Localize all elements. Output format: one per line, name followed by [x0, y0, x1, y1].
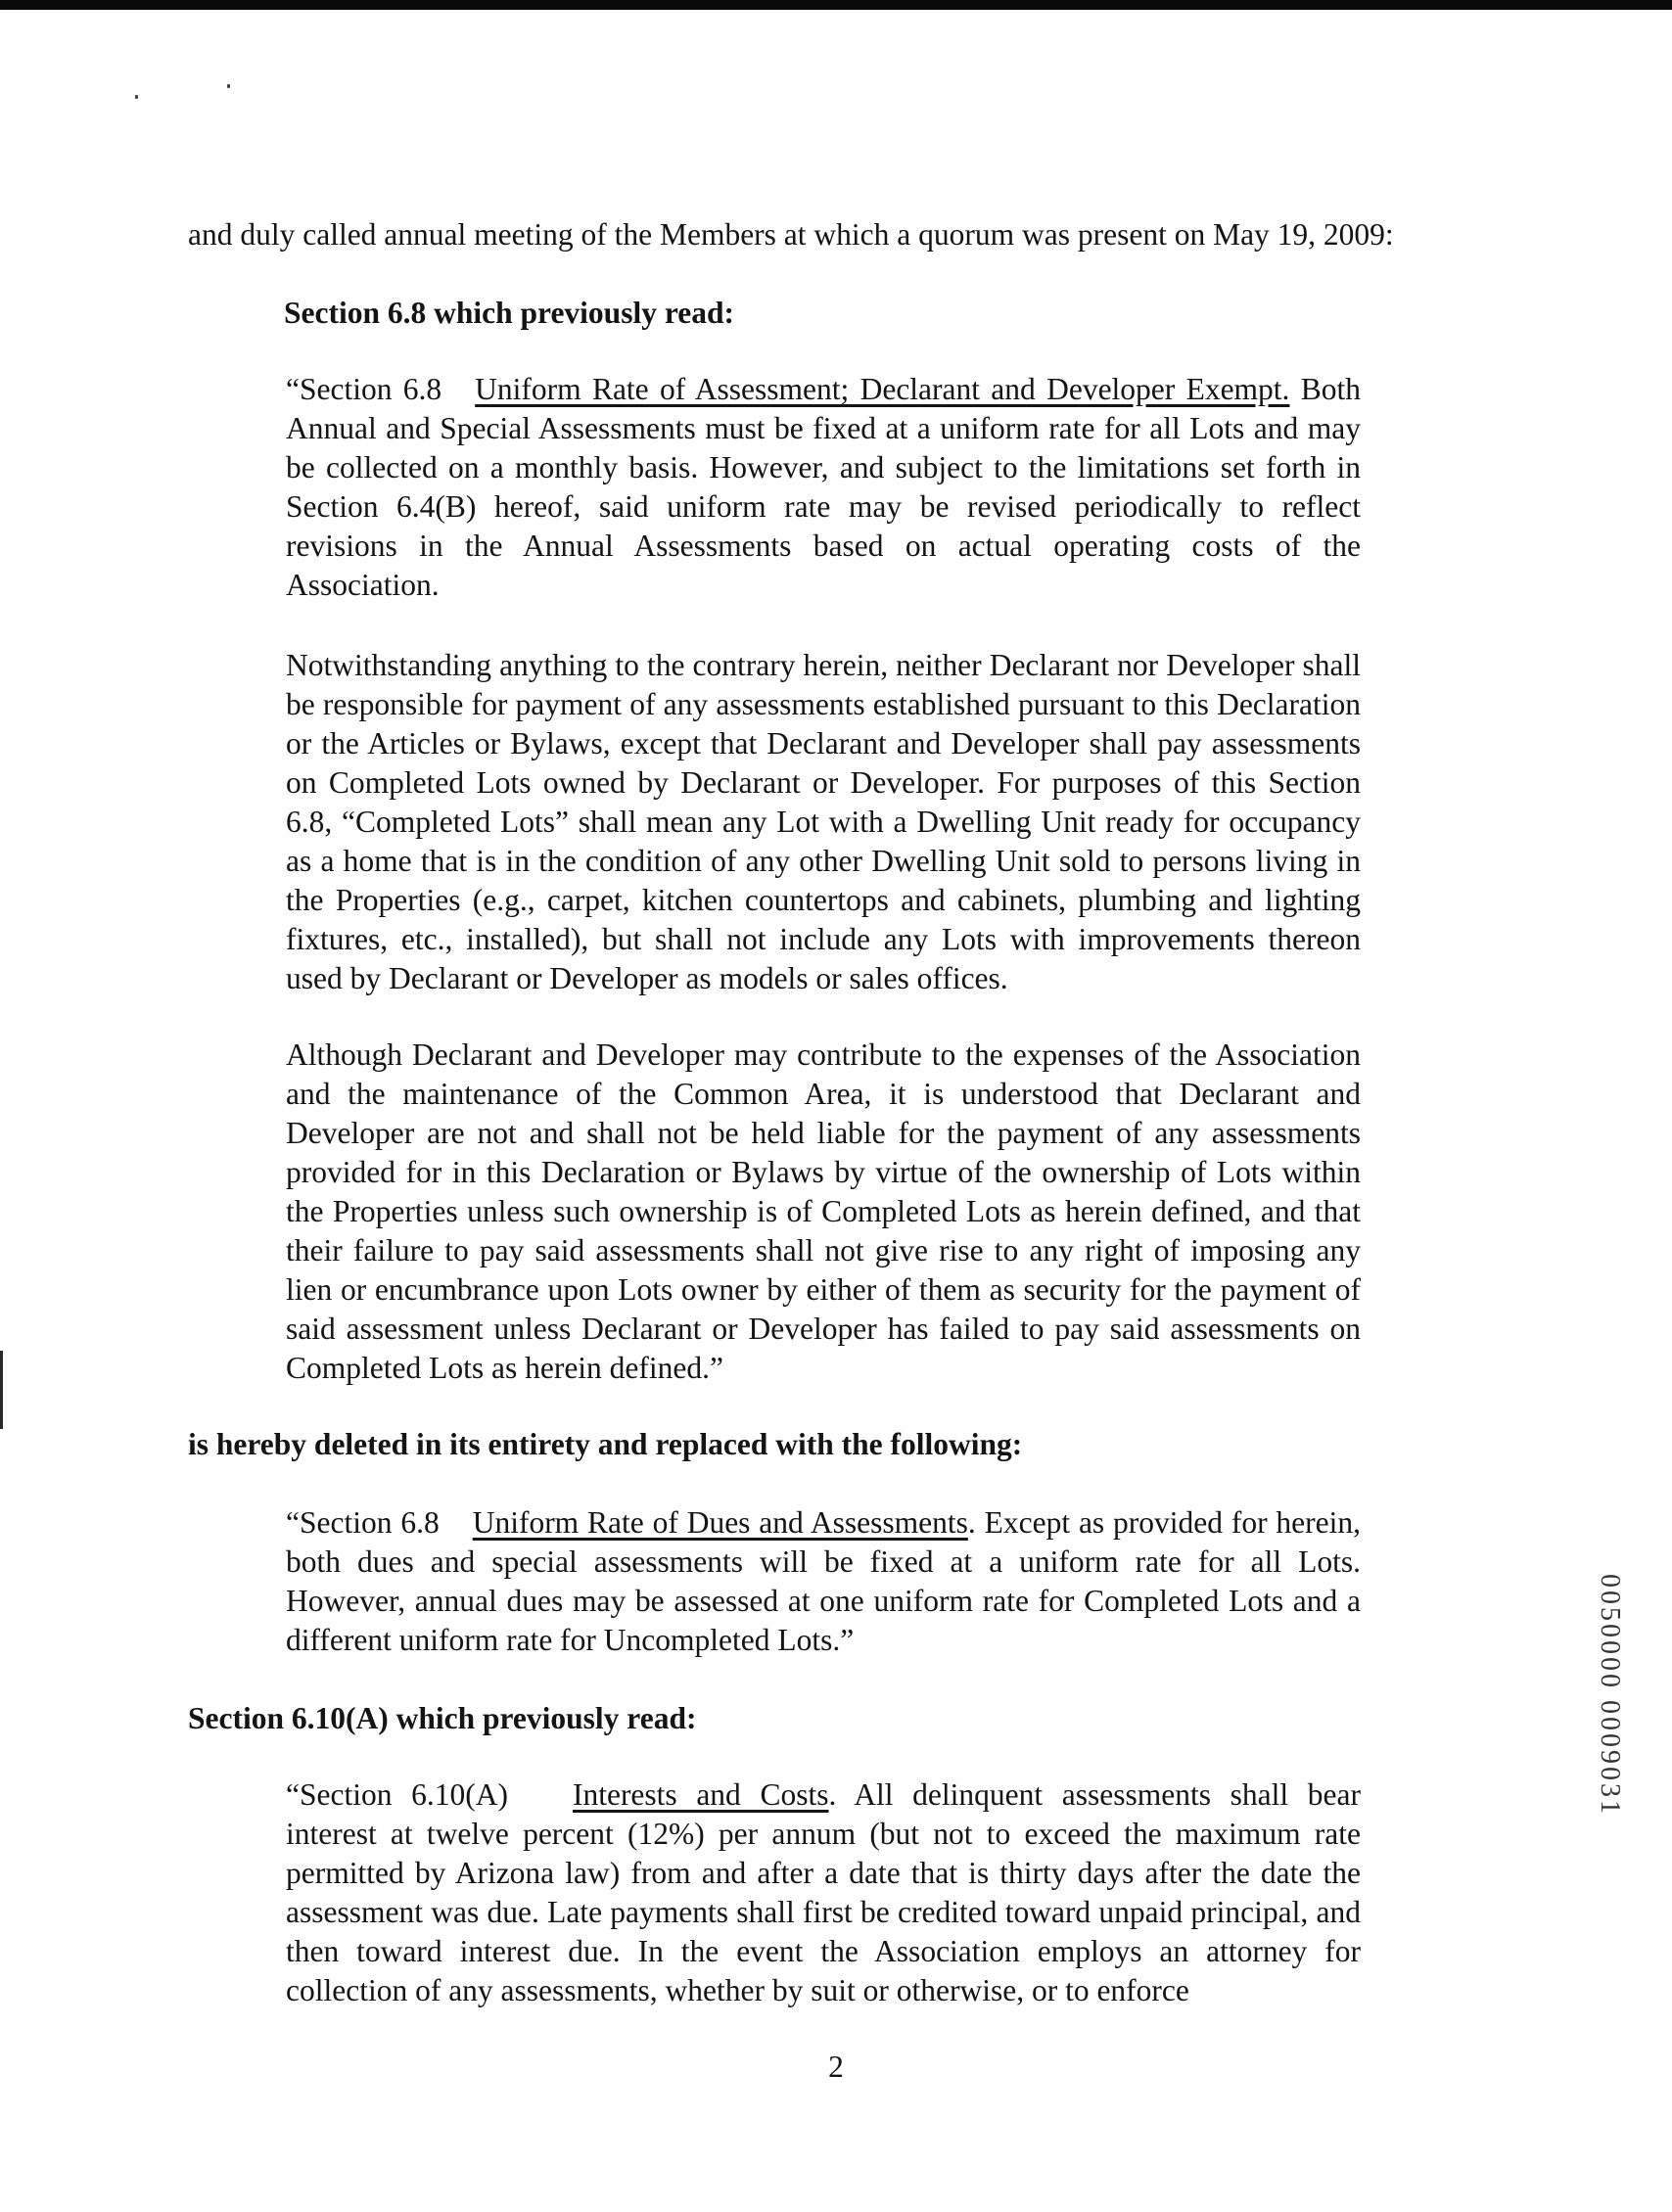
section-6-8-heading: Section 6.8 which previously read: — [284, 296, 734, 330]
old-section-6-8-paragraph-2: Notwithstanding anything to the contrary herein, neither Declarant nor Developer shall be responsible for payment of any assessments established pursuant to this Declaration or the Articles or Bylaws, except that Declarant and Developer shall pay assessments on Completed Lots owned by Declarant or Developer. For purposes of this Section 6.8, “Completed Lots” shall mean any Lot with a Dwelling Unit ready for occupancy as a home that is in the condition of any other Dwelling Unit sold to persons living in the Properties (e.g., carpet, kitchen countertops and cabinets, plumbing and lighting fixtures, etc., installed), but shall not include any Lots with improvements thereon used by Declarant or Developer as models or sales offices. — [286, 648, 1361, 995]
scan-speck — [135, 95, 138, 99]
old-section-6-10a-paragraph — [286, 1775, 1361, 2010]
old-section-6-8-label: “Section 6.8 — [286, 372, 442, 406]
new-section-6-8-label: “Section 6.8 — [286, 1505, 440, 1540]
recording-stamp: 0050000 0009031 — [1595, 1574, 1625, 1817]
old-section-6-8-paragraph-1 — [286, 370, 1361, 605]
old-section-6-8-title: Uniform Rate of Assessment; Declarant and Developer Exempt. — [475, 372, 1290, 406]
old-section-6-10a-body: . All delinquent assessments shall bear interest at twelve percent (12%) per annum (but not to exceed the maximum rate permitted by Arizona law) from and after a date that is thirty days after the date the assessment was due. Late payments shall first be credited toward unpaid principal, and then toward interest due. In the event the Association employs an attorney for collection of any assessments, whether by suit or otherwise, or to enforce — [286, 1777, 1361, 2007]
replaced-heading: is hereby deleted in its entirety and replaced with the following: — [188, 1427, 1023, 1461]
old-section-6-10a-title: Interests and Costs — [572, 1777, 829, 1812]
old-section-6-8-body: Both Annual and Special Assessments must be fixed at a uniform rate for all Lots and may be collected on a monthly basis. However, and subject to the limitations set forth in Section 6.4(B) hereof, said uniform rate may be revised periodically to reflect revisions in the Annual Assessments based on actual operating costs of the Association. — [286, 372, 1362, 602]
intro-line: and duly called annual meeting of the Members at which a quorum was present on May 19, 2009: — [188, 217, 1394, 252]
page-number: 2 — [828, 2050, 844, 2084]
section-6-10a-heading: Section 6.10(A) which previously read: — [188, 1701, 697, 1735]
new-section-6-8-body: . Except as provided for herein, both dues and special assessments will be fixed at a uniform rate for all Lots. However, annual dues may be assessed at one uniform rate for Completed Lots and a different uniform rate for Uncompleted Lots.” — [286, 1505, 1362, 1657]
new-section-6-8-title: Uniform Rate of Dues and Assessments — [472, 1505, 968, 1540]
scan-left-edge — [0, 1351, 3, 1429]
old-section-6-10a-label: “Section 6.10(A) — [286, 1777, 508, 1812]
old-section-6-8-paragraph-3: Although Declarant and Developer may contribute to the expenses of the Association and the maintenance of the Common Area, it is understood that Declarant and Developer are not and shall not be held liable for the payment of any assessments provided for in this Declaration or Bylaws by virtue of the ownership of Lots within the Properties unless such ownership is of Completed Lots as herein defined, and that their failure to pay said assessments shall not give rise to any right of imposing any lien or encumbrance upon Lots owner by either of them as security for the payment of said assessment unless Declarant or Developer has failed to pay said assessments on Completed Lots as herein defined.” — [286, 1037, 1361, 1385]
scan-speck — [227, 84, 230, 88]
scan-top-edge — [0, 0, 1672, 10]
new-section-6-8-paragraph — [286, 1503, 1361, 1660]
